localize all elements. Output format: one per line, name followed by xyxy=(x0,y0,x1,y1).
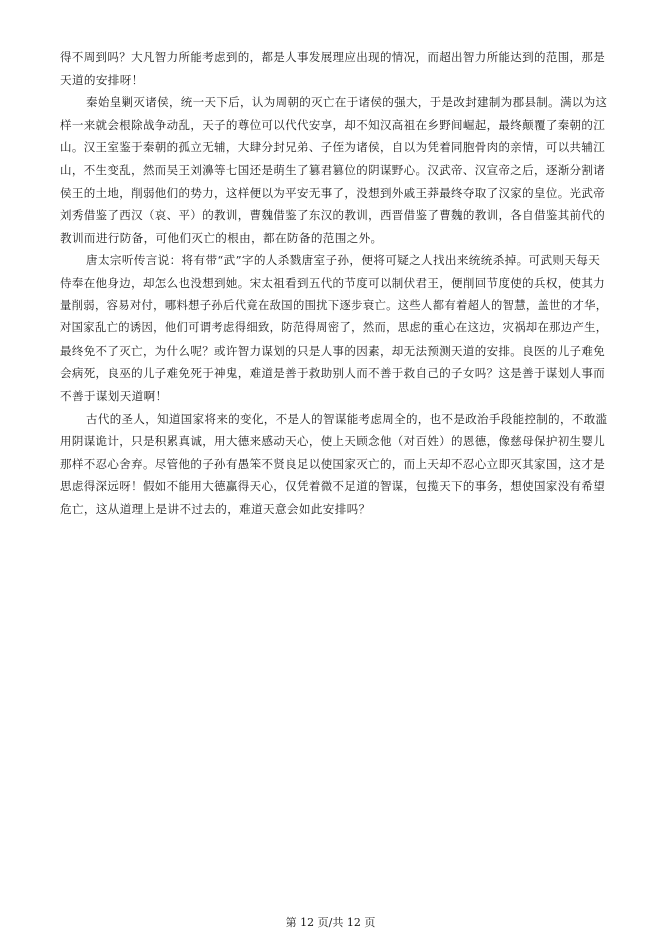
text-line: 唐太宗听传言说：将有带“武”字的人杀戮唐室子孙，便将可疑之人找出来统统杀掉。可武则天每天 xyxy=(86,253,601,268)
paragraph xyxy=(60,249,608,407)
text-line: 思虑得深远呀！假如不能用大德赢得天心，仅凭着微不足道的智谋，包揽天下的事务，想使国家没有希望 xyxy=(60,479,606,494)
text-line: 最终免不了灭亡，为什么呢？或许智力谋划的只是人事的因素，却无法预测天道的安排。良医的儿子难免 xyxy=(60,343,606,358)
paragraph xyxy=(60,46,608,91)
text-line: 危亡，这从道理上是讲不过去的，难道天意会如此安排吗？ xyxy=(60,501,371,516)
page-number-footer: 第 12 页/共 12 页 xyxy=(285,916,376,929)
text-line: 刘秀借鉴了西汉（哀、平）的教训，曹魏借鉴了东汉的教训，西晋借鉴了曹魏的教训，各自借鉴其前代的 xyxy=(60,208,606,223)
text-line: 不善于谋划天道啊！ xyxy=(60,388,168,403)
text-line: 样一来就会根除战争动乱，天子的尊位可以代代安享，却不知汉高祖在乡野间崛起，最终颠覆了秦朝的江 xyxy=(60,117,606,132)
text-line: 得不周到吗？大凡智力所能考虑到的，都是人事发展理应出现的情况，而超出智力所能达到的范围，那是 xyxy=(60,50,606,64)
text-line: 对国家乱亡的诱因，他们可谓考虑得细致，防范得周密了，然而，思虑的重心在这边，灾祸却在那边产生， xyxy=(60,321,608,335)
document-body xyxy=(60,46,608,520)
text-line: 古代的圣人，知道国家将来的变化，不是人的智谋能考虑周全的，也不是政治手段能控制的，不敢滥 xyxy=(86,411,608,426)
text-line: 侍奉在他身边，却怎么也没想到她。宋太祖看到五代的节度可以制伏君王，便削回节度使的兵权，使其力 xyxy=(60,275,606,290)
text-line: 那样不忍心舍弃。尽管他的子孙有愚笨不贤良足以使国家灭亡的，而上天却不忍心立即灭其家国，这才是 xyxy=(60,456,606,471)
text-line: 量削弱，容易对付，哪料想子孙后代竟在敌国的围扰下逐步衰亡。这些人都有着超人的智慧，盖世的才华， xyxy=(60,298,608,312)
text-line: 天道的安排呀！ xyxy=(60,72,144,87)
text-line: 侯王的土地，削弱他们的势力，这样便以为平安无事了，没想到外戚王莽最终夺取了汉家的皇位。光武帝 xyxy=(60,185,606,200)
text-line: 秦始皇剿灭诸侯，统一天下后，认为周朝的灭亡在于诸侯的强大，于是改封建制为郡县制。满以为这 xyxy=(86,95,608,110)
text-line: 山。汉王室鉴于秦朝的孤立无辅，大肆分封兄弟、子侄为诸侯，自以为凭着同胞骨肉的亲情，可以共辅江 xyxy=(60,140,606,155)
paragraph xyxy=(60,408,608,521)
paragraph xyxy=(60,91,608,249)
text-line: 教训而进行防备，可他们灭亡的根由，都在防备的范围之外。 xyxy=(60,230,383,245)
text-line: 用阴谋诡计，只是积累真诚，用大德来感动天心，使上天顾念他（对百姓）的恩德，像慈母保护初生婴儿 xyxy=(60,434,606,449)
text-line: 山，不生变乱，然而吴王刘濞等七国还是萌生了篡君篡位的阴谋野心。汉武帝、汉宣帝之后，逐渐分割诸 xyxy=(60,162,606,177)
text-line: 会病死，良巫的儿子难免死于神鬼，难道是善于救助别人而不善于救自己的子女吗？这是善于谋划人事而 xyxy=(60,366,606,381)
